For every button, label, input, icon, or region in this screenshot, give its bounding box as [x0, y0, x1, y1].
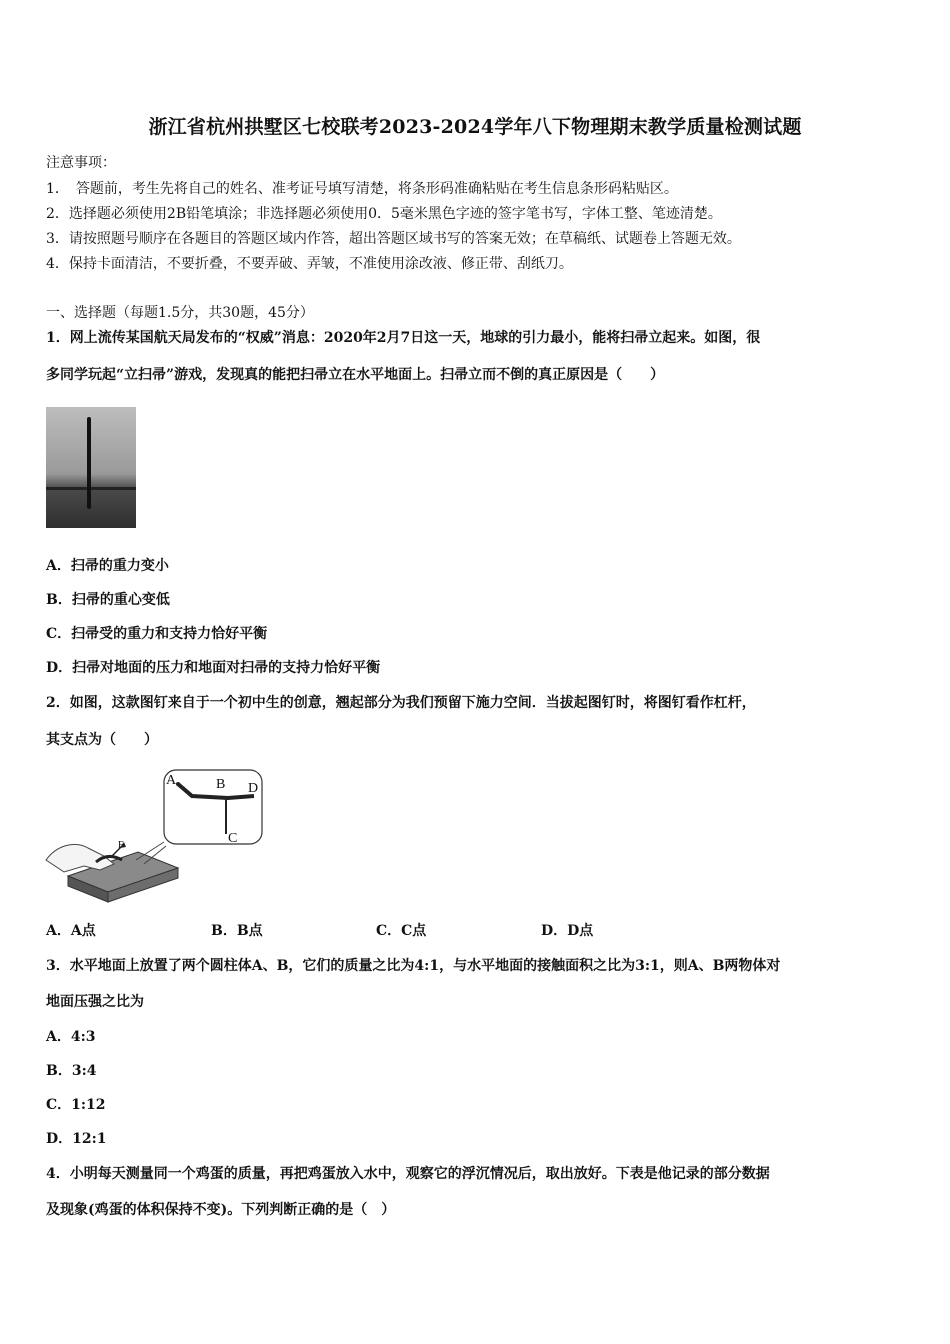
q3-option-b: B．3:4: [46, 1063, 97, 1079]
q1-line-1: 1．网上流传某国航天局发布的“权威”消息：2020年2月7日这一天，地球的引力最小，能将扫帚立起来。如图，很: [46, 330, 761, 346]
notice-item-4: 4．保持卡面清洁，不要折叠，不要弄破、弄皱，不准使用涂改液、修正带、刮纸刀。: [46, 256, 573, 272]
q1-option-c: C．扫帚受的重力和支持力恰好平衡: [46, 626, 268, 642]
q4-line-1: 4．小明每天测量同一个鸡蛋的质量，再把鸡蛋放入水中，观察它的浮沉情况后，取出放好。下表是他记录的部分数据: [46, 1166, 770, 1182]
broom-photo: [46, 407, 136, 528]
q2-line-2: 其支点为（ ）: [46, 732, 158, 748]
page-title: 浙江省杭州拱墅区七校联考2023-2024学年八下物理期末教学质量检测试题: [148, 116, 802, 138]
q2-line-1: 2．如图，这款图钉来自于一个初中生的创意，翘起部分为我们预留下施力空间．当拔起图钉时，将图钉看作杠杆，: [46, 695, 756, 711]
point-label-a: A: [166, 773, 177, 788]
q1-option-a: A．扫帚的重力变小: [46, 558, 169, 574]
notice-item-3: 3．请按照题号顺序在各题目的答题区域内作答，超出答题区域书写的答案无效；在草稿纸、试题卷上答题无效。: [46, 231, 741, 247]
q2-option-c: C．C点: [376, 923, 427, 939]
notice-heading: 注意事项：: [46, 155, 116, 171]
q3-line-2: 地面压强之比为: [46, 994, 144, 1010]
point-label-b: B: [216, 777, 226, 792]
point-label-c: C: [228, 831, 238, 846]
q2-option-b: B．B点: [211, 923, 263, 939]
q1-line-2: 多同学玩起“立扫帚”游戏，发现真的能把扫帚立在水平地面上。扫帚立而不倒的真正原因是（ ）: [46, 367, 665, 383]
q2-option-d: D．D点: [541, 923, 594, 939]
point-label-d: D: [248, 781, 259, 796]
q1-option-b: B．扫帚的重心变低: [46, 592, 170, 608]
thumbtack-figure: [44, 768, 266, 904]
notice-item-1: 1． 答题前，考生先将自己的姓名、准考证号填写清楚，将条形码准确粘贴在考生信息条形码粘贴区。: [46, 181, 678, 197]
section-heading: 一、选择题（每题1.5分，共30题，45分）: [46, 305, 314, 321]
q3-option-d: D．12:1: [46, 1131, 107, 1147]
q4-line-2: 及现象(鸡蛋的体积保持不变)。下列判断正确的是（ ）: [46, 1202, 396, 1218]
q3-option-c: C．1:12: [46, 1097, 106, 1113]
q3-option-a: A．4:3: [46, 1029, 96, 1045]
force-label-f: F: [118, 840, 124, 851]
q2-option-a: A．A点: [46, 923, 96, 939]
notice-item-2: 2．选择题必须使用2B铅笔填涂；非选择题必须使用0．5毫米黑色字迹的签字笔书写，字体工整、笔迹清楚。: [46, 206, 722, 222]
q1-option-d: D．扫帚对地面的压力和地面对扫帚的支持力恰好平衡: [46, 660, 381, 676]
q3-line-1: 3．水平地面上放置了两个圆柱体A、B，它们的质量之比为4:1，与水平地面的接触面积之比为3:1，则A、B两物体对: [46, 958, 781, 974]
